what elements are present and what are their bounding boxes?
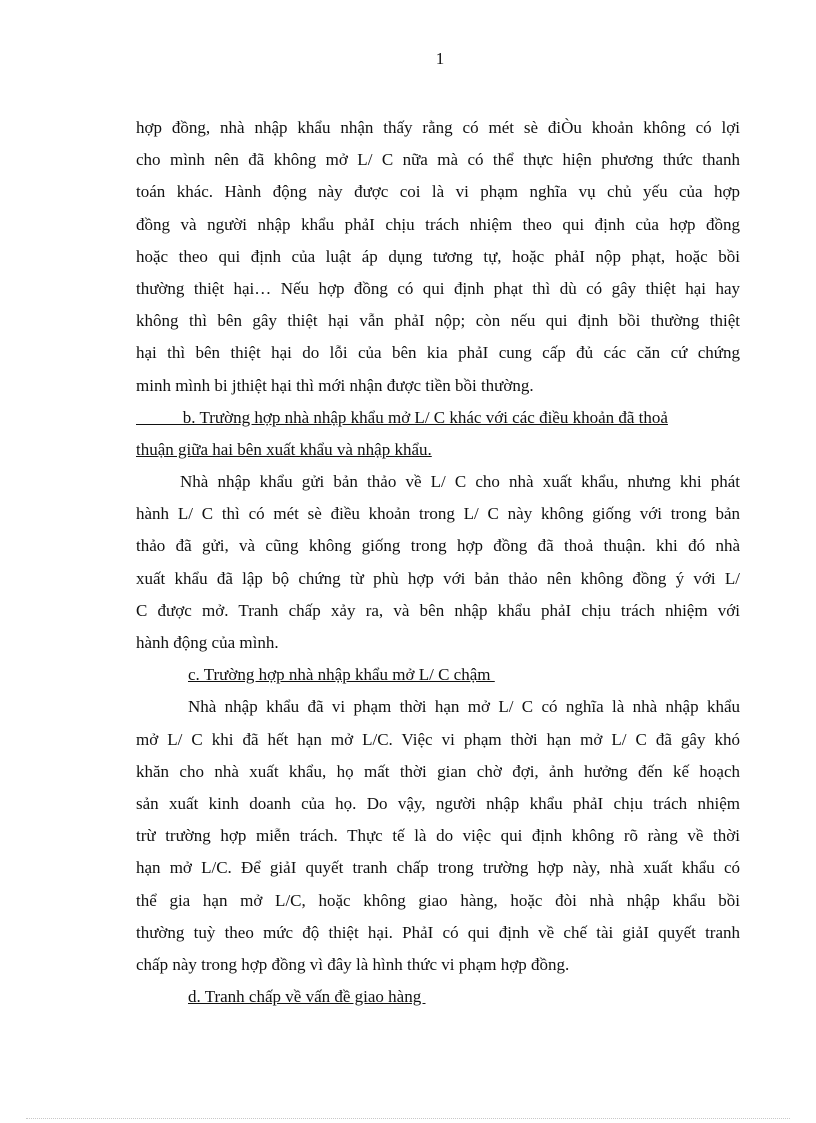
text-line: xuất khẩu đã lập bộ chứng từ phù hợp với bản thảo nên không đồng ý với L/ (136, 568, 740, 588)
page-bottom-rule (26, 1118, 790, 1119)
section-heading-d (136, 981, 740, 1013)
text-line: thảo đã gửi, và cũng không giống trong hợp đồng đã thoả thuận. khi đó nhà (136, 536, 740, 556)
section-heading-b-cont: thuận giữa hai bên xuất khẩu và nhập khẩu. (136, 439, 432, 459)
section-heading-c (136, 659, 740, 691)
text-line: cho mình nên đã không mở L/ C nữa mà có thể thực hiện phương thức thanh (136, 150, 740, 170)
text-line: thể gia hạn mở L/C, hoặc không giao hàng, hoặc đòi nhà nhập khẩu bồi (136, 890, 740, 910)
text-line: minh mình bi jthiệt hại thì mới nhận được tiền bồi thường. (136, 375, 534, 395)
text-line: không thì bên gây thiệt hại vẫn phảI nộp; còn nếu qui định bồi thường thiệt (136, 311, 740, 331)
text-line: trừ trường hợp miễn trách. Thực tế là do việc qui định không rõ ràng về thời (136, 826, 740, 846)
section-heading-c-text: c. Trường hợp nhà nhập khẩu mở L/ C chậm (188, 665, 495, 685)
text-line: đồng và người nhập khẩu phảI chịu trách nhiệm theo qui định của hợp đồng (136, 214, 740, 234)
text-line: thường thiệt hại… Nếu hợp đồng có qui định phạt thì dù có gây thiệt hại hay (136, 278, 740, 298)
paragraph-first-line: Nhà nhập khẩu gửi bản thảo về L/ C cho nhà xuất khẩu, nhưng khi phát (180, 472, 740, 492)
page-number: 1 (435, 49, 445, 68)
text-line: thường tuỳ theo mức độ thiệt hại. PhảI có qui định về chế tài giảI quyết tranh (136, 922, 740, 942)
section-heading-d-text: d. Tranh chấp về vấn đề giao hàng (188, 987, 426, 1007)
text-line: hợp đồng, nhà nhập khẩu nhận thấy rằng có mét sè điÒu khoản không có lợi (136, 118, 740, 137)
text-line: toán khác. Hành động này được coi là vi phạm nghĩa vụ chủ yếu của hợp (136, 182, 740, 202)
text-line: C được mở. Tranh chấp xảy ra, và bên nhập khẩu phảI chịu trách nhiệm với (136, 600, 740, 620)
document-body (136, 112, 740, 1013)
text-line: sản xuất kinh doanh của họ. Do vậy, người nhập khẩu phảI chịu trách nhiệm (136, 793, 740, 813)
text-line: hoặc theo qui định của luật áp dụng tương tự, hoặc phảI nộp phạt, hoặc bồi (136, 246, 740, 266)
text-line: hạn mở L/C. Để giảI quyết tranh chấp trong trường hợp này, nhà xuất khẩu có (136, 858, 740, 878)
paragraph-first-line: Nhà nhập khẩu đã vi phạm thời hạn mở L/ C có nghĩa là nhà nhập khẩu (188, 697, 740, 717)
text-line: hành động của mình. (136, 633, 279, 652)
section-heading-b: b. Trường hợp nhà nhập khẩu mở L/ C khác với các điều khoản đã thoả (136, 407, 668, 427)
text-line: hành L/ C thì có mét sè điều khoản trong L/ C này không giống với trong bản (136, 504, 740, 524)
text-line: hại thì bên thiệt hại do lỗi của bên kia phảI cung cấp đủ các căn cứ chứng (136, 343, 740, 363)
text-line: mở L/ C khi đã hết hạn mở L/C. Việc vi phạm thời hạn mở L/ C đã gây khó (136, 729, 740, 749)
text-line: chấp này trong hợp đồng vì đây là hình thức vi phạm hợp đồng. (136, 954, 570, 974)
text-line: khăn cho nhà xuất khẩu, họ mất thời gian chờ đợi, ảnh hưởng đến kế hoạch (136, 761, 740, 781)
